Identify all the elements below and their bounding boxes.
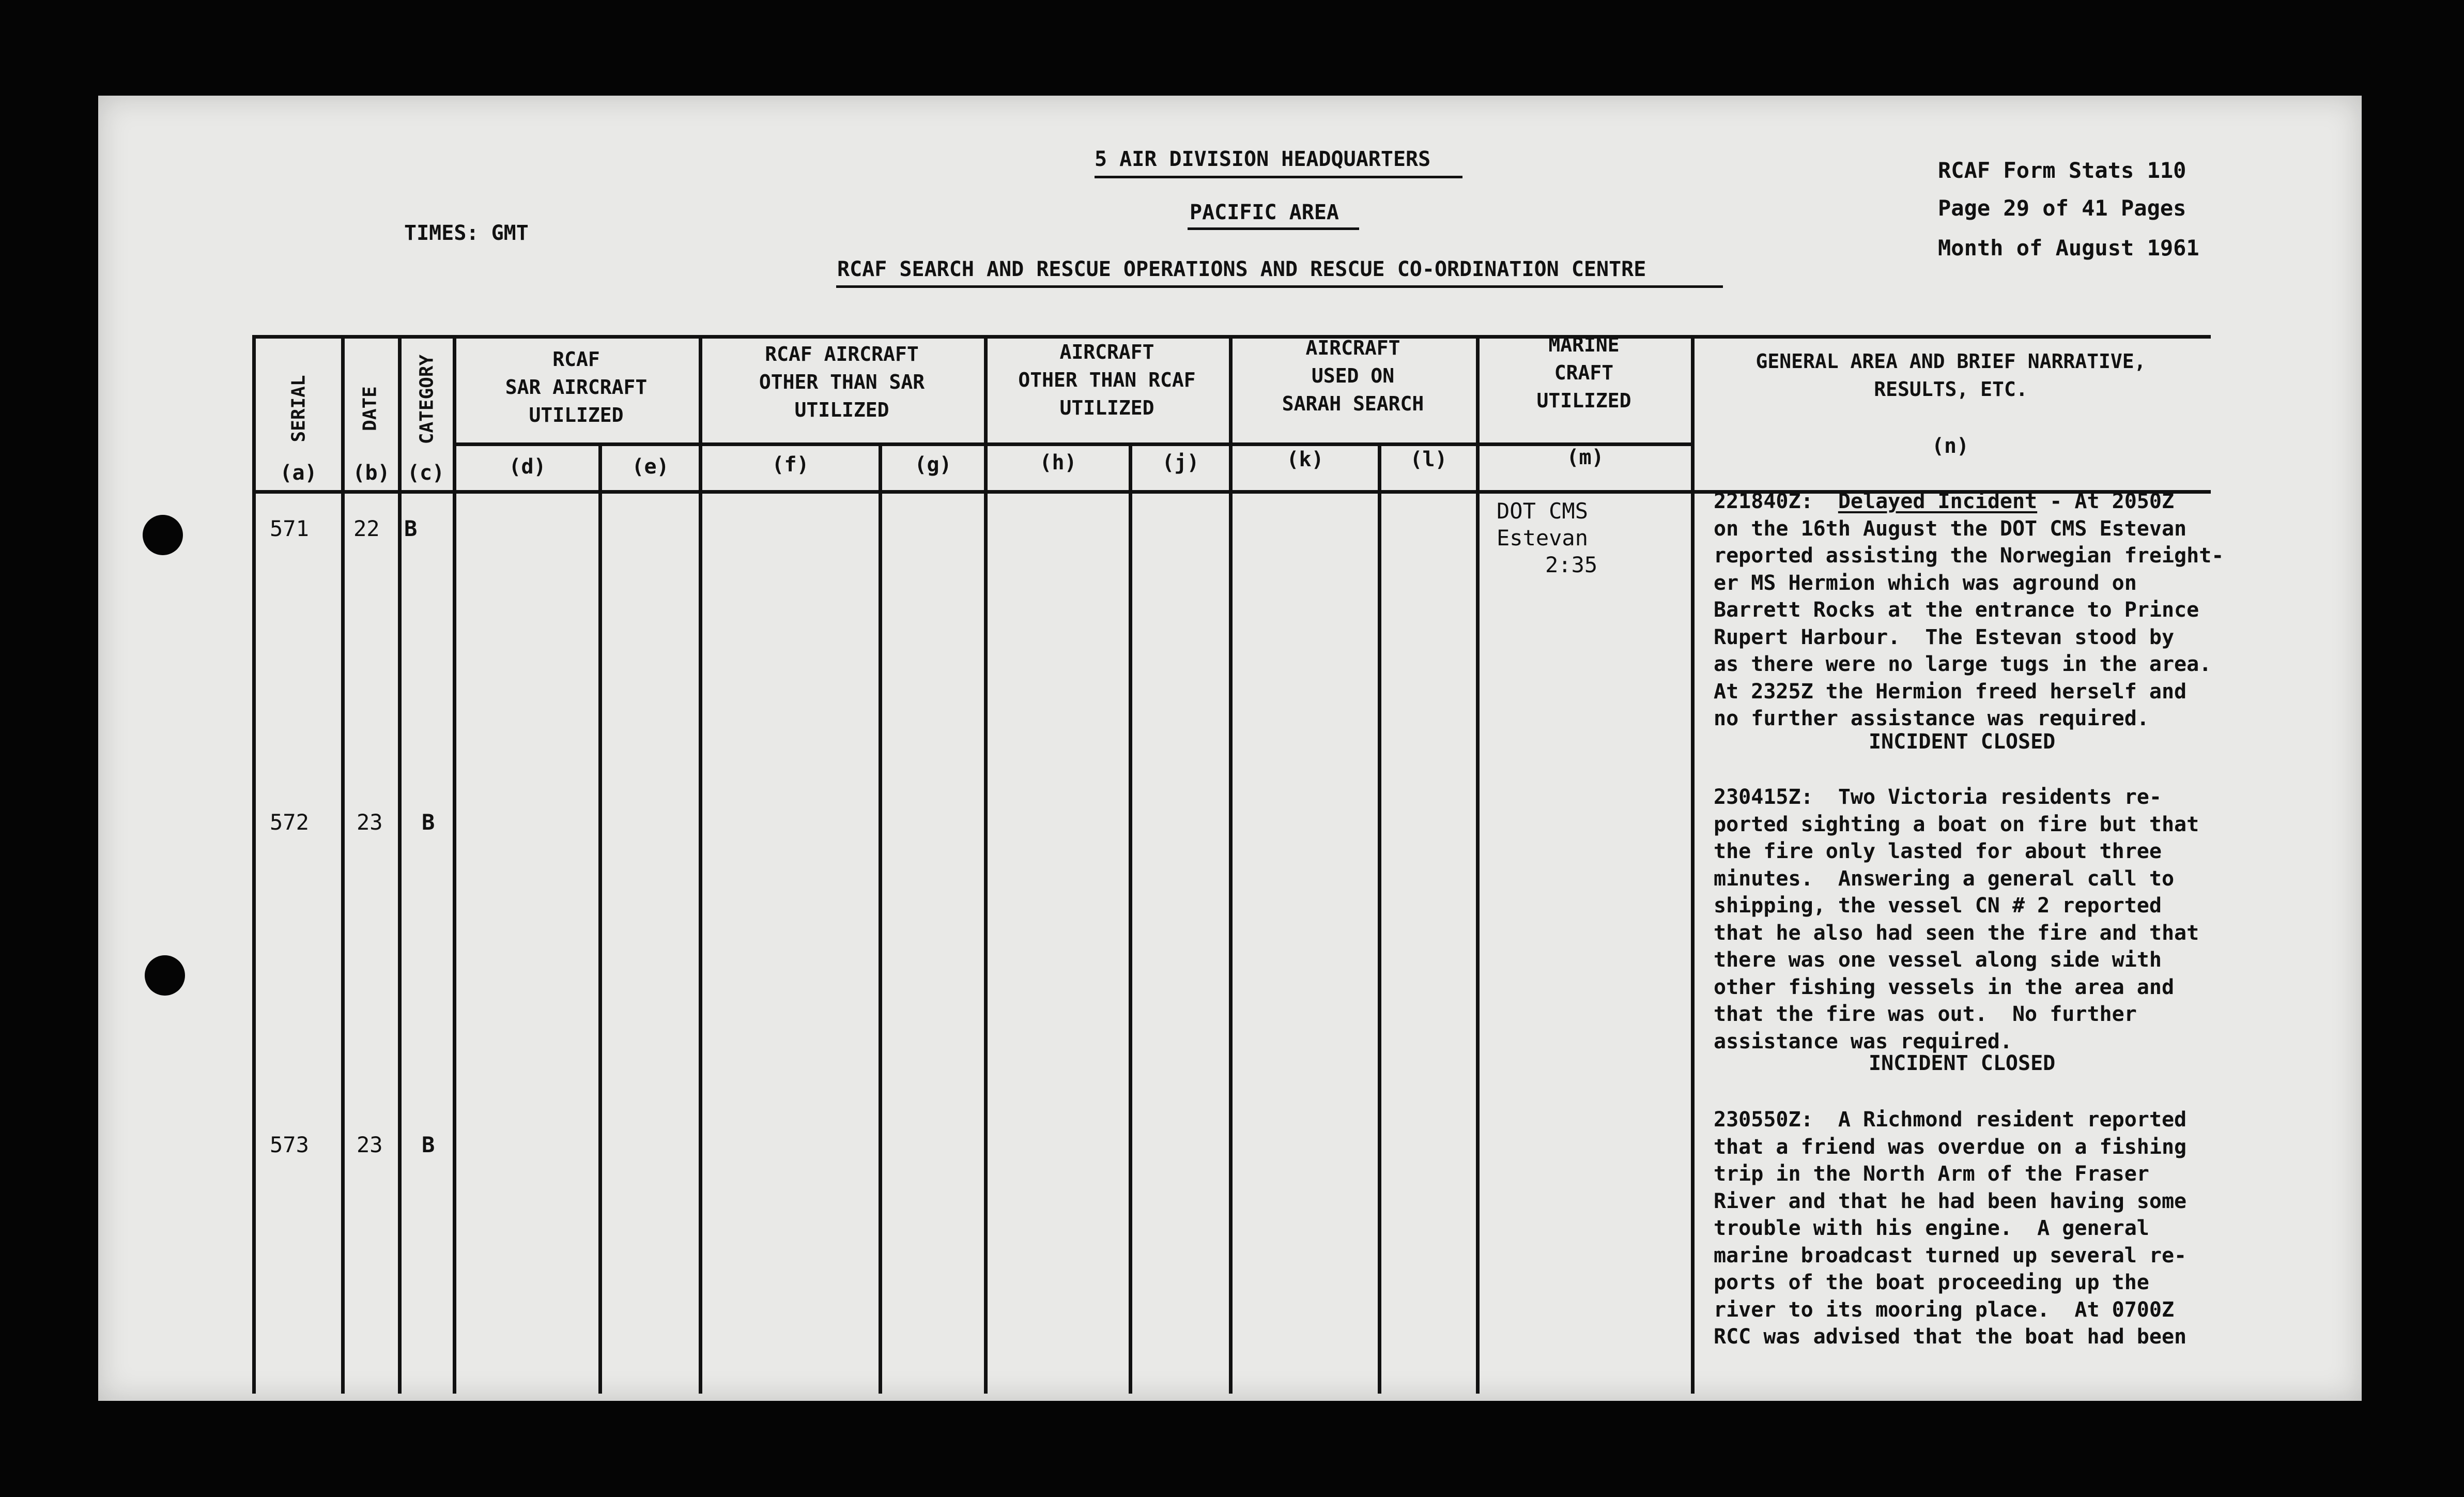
col-line-9 [1229, 335, 1233, 1394]
col-letter-e: (e) [632, 455, 669, 479]
row-571-category: B [404, 516, 418, 541]
col-line-8 [1129, 442, 1132, 1394]
row-572-serial: 572 [270, 809, 309, 835]
col-line-4 [598, 442, 602, 1394]
title-division: 5 AIR DIVISION HEADQUARTERS [1095, 147, 1431, 171]
col-header-rcaf-sar: RCAF SAR AIRCRAFT UTILIZED [505, 348, 648, 426]
row-571-marine-hours: 2:35 [1545, 552, 1598, 577]
row-571-marine-name: Estevan [1497, 525, 1589, 551]
page-number: Page 29 of 41 Pages [1938, 195, 2186, 221]
row-571-marine-vessel: DOT CMS [1497, 498, 1589, 524]
col-header-narrative: GENERAL AREA AND BRIEF NARRATIVE, RESULTS, ETC. [1755, 350, 2146, 401]
col-letter-a: (a) [280, 461, 317, 485]
col-letter-c: (c) [407, 461, 445, 485]
col-header-aircraft-sarah: AIRCRAFT USED ON SARAH SEARCH [1282, 337, 1424, 415]
col-line-3 [453, 335, 456, 1394]
row-572-narrative: 230415Z: Two Victoria residents re- ported sighting a boat on fire but that the fire only lasted for about three minutes. Answering a general call to shipping, the vessel CN # 2 reported that he also had seen the fire and that there was one vessel along side with other fishing vessels in the area and that the fire was out. No further assistance was required. [1714, 785, 2199, 1053]
col-line-5 [699, 335, 702, 1394]
col-header-aircraft-other: AIRCRAFT OTHER THAN RCAF UTILIZED [1018, 341, 1196, 419]
col-letter-g: (g) [914, 453, 952, 477]
col-line-0 [252, 335, 256, 1394]
punch-hole-top [143, 515, 183, 555]
row-573-date: 23 [357, 1132, 383, 1157]
row-571-serial: 571 [270, 516, 309, 541]
col-letter-h: (h) [1039, 451, 1077, 475]
col-header-marine: MARINE CRAFT UTILIZED [1536, 333, 1631, 412]
col-letter-f: (f) [772, 453, 809, 477]
col-line-11 [1476, 335, 1480, 1394]
col-line-10 [1378, 442, 1381, 1394]
col-header-rcaf-other: RCAF AIRCRAFT OTHER THAN SAR UTILIZED [759, 343, 925, 421]
col-header-serial: SERIAL [288, 375, 310, 442]
row-572-category: B [422, 809, 435, 835]
row-573-narrative: 230550Z: A Richmond resident reported that a friend was overdue on a fishing trip in the North Arm of the Fraser River and that he had been having some trouble with his engine. A general marine broadcast turned up several re- ports of the boat proceeding up the river to its mooring place. At 0700Z RCC was advised that the boat had been [1714, 1108, 2187, 1349]
row-572-date: 23 [357, 809, 383, 835]
col-line-6 [879, 442, 882, 1394]
title-centre-underline [836, 285, 1723, 288]
col-letter-l: (l) [1410, 448, 1447, 471]
col-line-1 [341, 335, 345, 1394]
title-division-underline [1095, 176, 1462, 178]
row-571-narrative: 221840Z: Delayed Incident - At 2050Z on the 16th August the DOT CMS Estevan reported assisting the Norwegian freight- er MS Hermion which was aground on Barrett Rocks at the entrance to Prince Rupert Harbour. The Estevan stood by as there were no large tugs in the area. At 2325Z the Hermion freed herself and no further assistance was required. [1714, 490, 2224, 730]
title-centre: RCAF SEARCH AND RESCUE OPERATIONS AND RESCUE CO-ORDINATION CENTRE [837, 257, 1646, 281]
col-line-12 [1691, 335, 1695, 1394]
col-letter-n: (n) [1931, 434, 1969, 458]
col-header-date: DATE [359, 386, 381, 431]
col-letter-j: (j) [1162, 451, 1199, 475]
col-header-category: CATEGORY [416, 354, 438, 445]
times-label: TIMES: GMT [404, 221, 529, 245]
punch-hole-bottom [145, 955, 185, 996]
report-month: Month of August 1961 [1938, 235, 2199, 261]
col-letter-d: (d) [509, 455, 546, 479]
row-573-serial: 573 [270, 1132, 309, 1157]
title-area-underline [1188, 227, 1359, 230]
row-573-category: B [422, 1132, 435, 1157]
col-line-2 [398, 335, 402, 1394]
col-letter-k: (k) [1286, 448, 1324, 471]
row-572-status: INCIDENT CLOSED [1869, 1051, 2056, 1075]
col-letter-b: (b) [352, 461, 390, 485]
form-number: RCAF Form Stats 110 [1938, 158, 2186, 183]
row-571-status: INCIDENT CLOSED [1869, 730, 2056, 754]
row-571-date: 22 [353, 516, 380, 541]
title-area: PACIFIC AREA [1190, 201, 1339, 224]
col-letter-m: (m) [1566, 446, 1604, 469]
col-line-7 [984, 335, 988, 1394]
